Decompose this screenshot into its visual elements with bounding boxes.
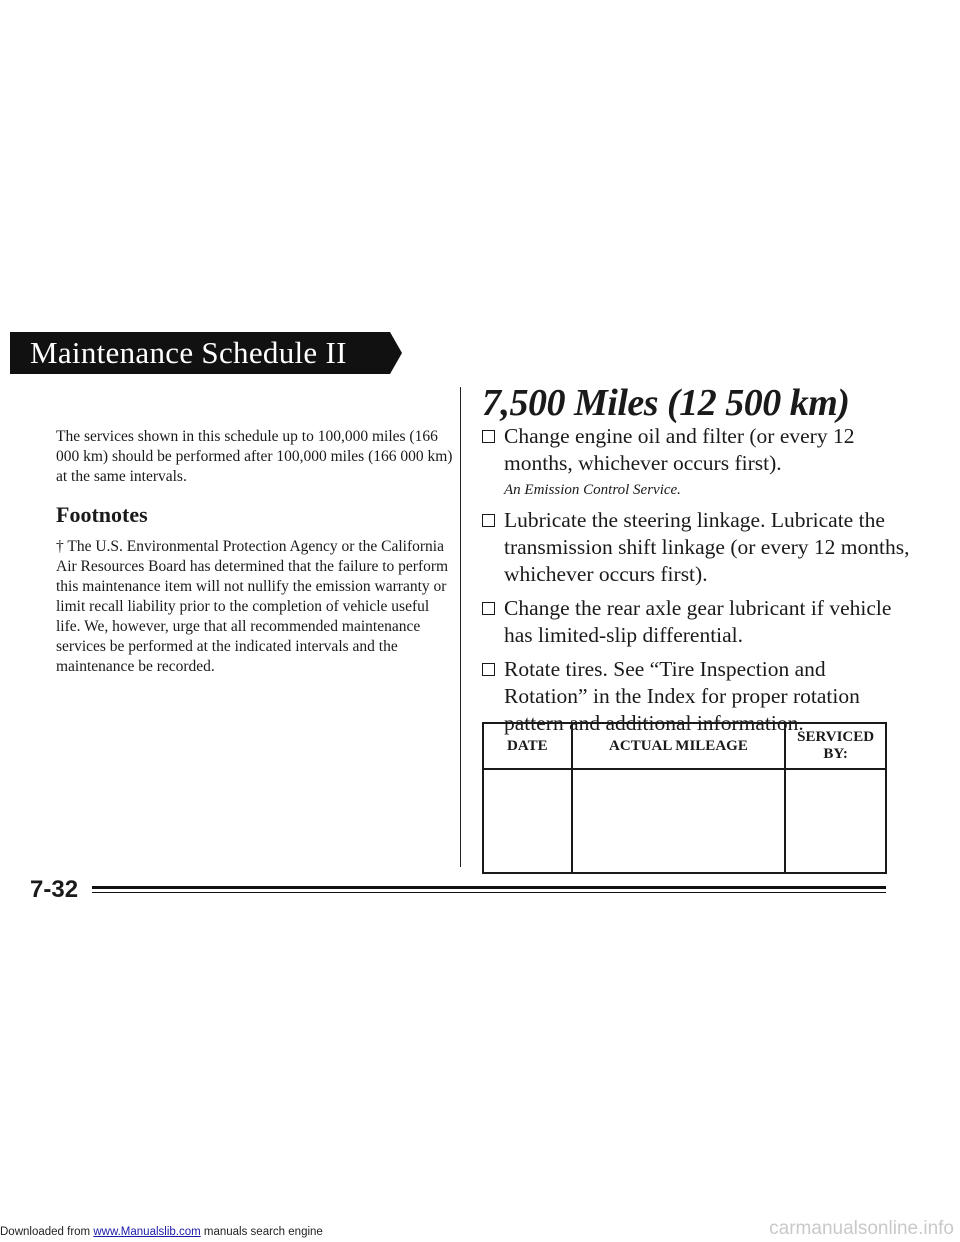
service-record-table <box>482 722 887 874</box>
checkbox-icon[interactable] <box>482 663 495 676</box>
checklist-item-note: An Emission Control Service. <box>504 482 681 498</box>
checklist-item-text: Change the rear axle gear lubricant if vehicle has limited-slip differential. <box>504 596 892 647</box>
checklist-item <box>482 507 912 588</box>
checklist-item <box>482 595 912 649</box>
watermark-link[interactable]: www.Manualslib.com <box>93 1226 201 1238</box>
page-number: 7-32 <box>30 876 79 903</box>
footer-rule <box>92 886 886 889</box>
site-watermark: carmanualsonline.info <box>769 1218 954 1239</box>
table-header-serviced-by: SERVICED BY: <box>785 723 886 769</box>
footer-rule-thin <box>92 892 886 893</box>
table-header-mileage: ACTUAL MILEAGE <box>572 723 786 769</box>
mileage-cell[interactable] <box>572 769 786 873</box>
watermark-prefix: Downloaded from <box>0 1226 94 1238</box>
footnotes-heading: Footnotes <box>56 502 148 527</box>
column-divider <box>460 387 461 867</box>
service-checklist <box>482 423 912 744</box>
table-header-row <box>483 723 886 769</box>
table-row <box>483 769 886 873</box>
checkbox-icon[interactable] <box>482 430 495 443</box>
intro-paragraph: The services shown in this schedule up to 100,000 miles (166 000 km) should be performed after 100,000 miles (166 000 km) at the same intervals. <box>56 428 453 485</box>
section-title-tab: Maintenance Schedule II <box>10 332 390 374</box>
download-watermark <box>0 1226 323 1238</box>
table-header-date: DATE <box>483 723 572 769</box>
checkbox-icon[interactable] <box>482 514 495 527</box>
checklist-item <box>482 423 912 500</box>
checklist-item-text: Rotate tires. See “Tire Inspection and Rotation” in the Index for proper rotation pattern and additional information. <box>504 657 860 735</box>
date-cell[interactable] <box>483 769 572 873</box>
checkbox-icon[interactable] <box>482 602 495 615</box>
interval-heading: 7,500 Miles (12 500 km) <box>482 382 850 424</box>
serviced-by-cell[interactable] <box>785 769 886 873</box>
checklist-item-text: Change engine oil and filter (or every 12 months, whichever occurs first). <box>504 424 855 475</box>
watermark-suffix: manuals search engine <box>200 1226 323 1238</box>
checklist-item-text: Lubricate the steering linkage. Lubricate the transmission shift linkage (or every 12 months, whichever occurs first). <box>504 508 910 586</box>
footnote-text: † The U.S. Environmental Protection Agency or the California Air Resources Board has determined that the failure to perform this maintenance item will not nullify the emission warranty or limit recall liability prior to the completion of vehicle useful life. We, however, urge that all recommended maintenance services be performed at the indicated intervals and the maintenance be recorded. <box>56 538 449 675</box>
